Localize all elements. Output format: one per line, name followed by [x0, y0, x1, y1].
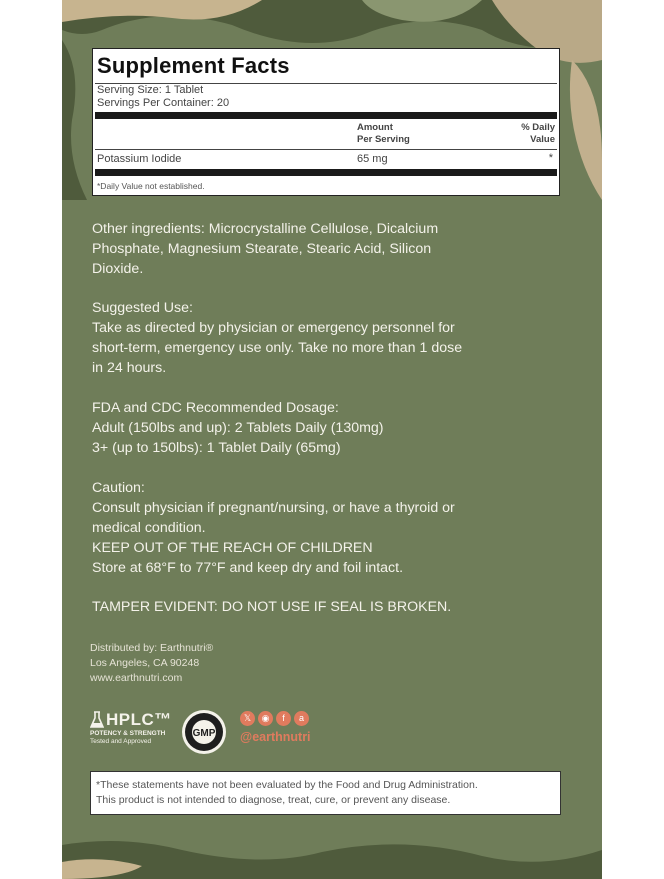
daily-value-footnote: *Daily Value not established. [97, 181, 205, 191]
recommended-dosage [92, 398, 384, 458]
social-media [240, 711, 311, 744]
supplement-facts-title: Supplement Facts [97, 53, 290, 78]
divider-thick [95, 169, 557, 176]
distributor-address: Los Angeles, CA 90248 [90, 657, 200, 669]
ingredient-dv: * [548, 152, 553, 164]
distributor-website: www.earthnutri.com [90, 672, 183, 684]
other-ingredients-line: Phosphate, Magnesium Stearate, Stearic Acid, Silicon [92, 241, 432, 257]
caution-line: Store at 68°F to 77°F and keep dry and foil intact. [92, 560, 404, 576]
other-ingredients [92, 219, 438, 279]
header-dv-line2: Value [530, 134, 555, 145]
flask-icon [90, 711, 104, 729]
caution-line: KEEP OUT OF THE REACH OF CHILDREN [92, 540, 373, 556]
distributor-line: Distributed by: Earthnutri® [90, 642, 214, 654]
hplc-badge [90, 710, 172, 746]
gmp-seal-icon [180, 708, 228, 756]
suggested-use-line: in 24 hours. [92, 360, 167, 376]
dosage-heading: FDA and CDC Recommended Dosage: [92, 400, 339, 416]
header-amount-line1: Amount [357, 122, 393, 133]
caution-line: medical condition. [92, 520, 206, 536]
amazon-icon: a [294, 711, 309, 726]
serving-size: Serving Size: 1 Tablet [97, 84, 204, 96]
servings-per-container: Servings Per Container: 20 [97, 97, 230, 109]
other-ingredients-line: Other ingredients: Microcrystalline Cellulose, Dicalcium [92, 221, 439, 237]
suggested-use-line: short-term, emergency use only. Take no more than 1 dose [92, 340, 463, 356]
caution [92, 478, 455, 578]
hplc-subtitle: POTENCY & STRENGTH [90, 730, 166, 737]
dosage-adult: Adult (150lbs and up): 2 Tablets Daily (130mg) [92, 420, 384, 436]
product-box-back [62, 0, 602, 879]
hplc-subtitle: Tested and Approved [90, 738, 152, 745]
suggested-use-line: Take as directed by physician or emergency personnel for [92, 320, 455, 336]
instagram-icon: ◉ [258, 711, 273, 726]
gmp-seal [180, 708, 228, 756]
gmp-label: GMP [192, 728, 216, 739]
header-dv-line1: % Daily [521, 122, 555, 133]
divider-thick [95, 112, 557, 119]
social-handle: @earthnutri [240, 730, 311, 744]
suggested-use [92, 298, 462, 378]
twitter-icon: 𝕏 [240, 711, 255, 726]
distributor-info [90, 641, 213, 686]
fda-disclaimer [90, 771, 561, 815]
suggested-use-heading: Suggested Use: [92, 300, 193, 316]
disclaimer-line: *These statements have not been evaluated by the Food and Drug Administration. [96, 779, 478, 791]
supplement-facts-panel [92, 48, 560, 196]
dosage-child: 3+ (up to 150lbs): 1 Tablet Daily (65mg) [92, 440, 341, 456]
other-ingredients-line: Dioxide. [92, 261, 144, 277]
tamper-evident-warning: TAMPER EVIDENT: DO NOT USE IF SEAL IS BROKEN. [92, 599, 452, 615]
divider [95, 149, 557, 150]
facebook-icon: f [276, 711, 291, 726]
ingredient-amount: 65 mg [357, 153, 388, 165]
header-amount-line2: Per Serving [357, 134, 410, 145]
disclaimer-line: This product is not intended to diagnose, treat, cure, or prevent any disease. [96, 794, 451, 806]
caution-line: Consult physician if pregnant/nursing, or have a thyroid or [92, 500, 455, 516]
caution-heading: Caution: [92, 480, 145, 496]
header-daily-value [521, 122, 555, 146]
hplc-label: HPLC™ [106, 710, 172, 729]
ingredient-name: Potassium Iodide [97, 153, 182, 165]
header-amount [357, 122, 410, 146]
